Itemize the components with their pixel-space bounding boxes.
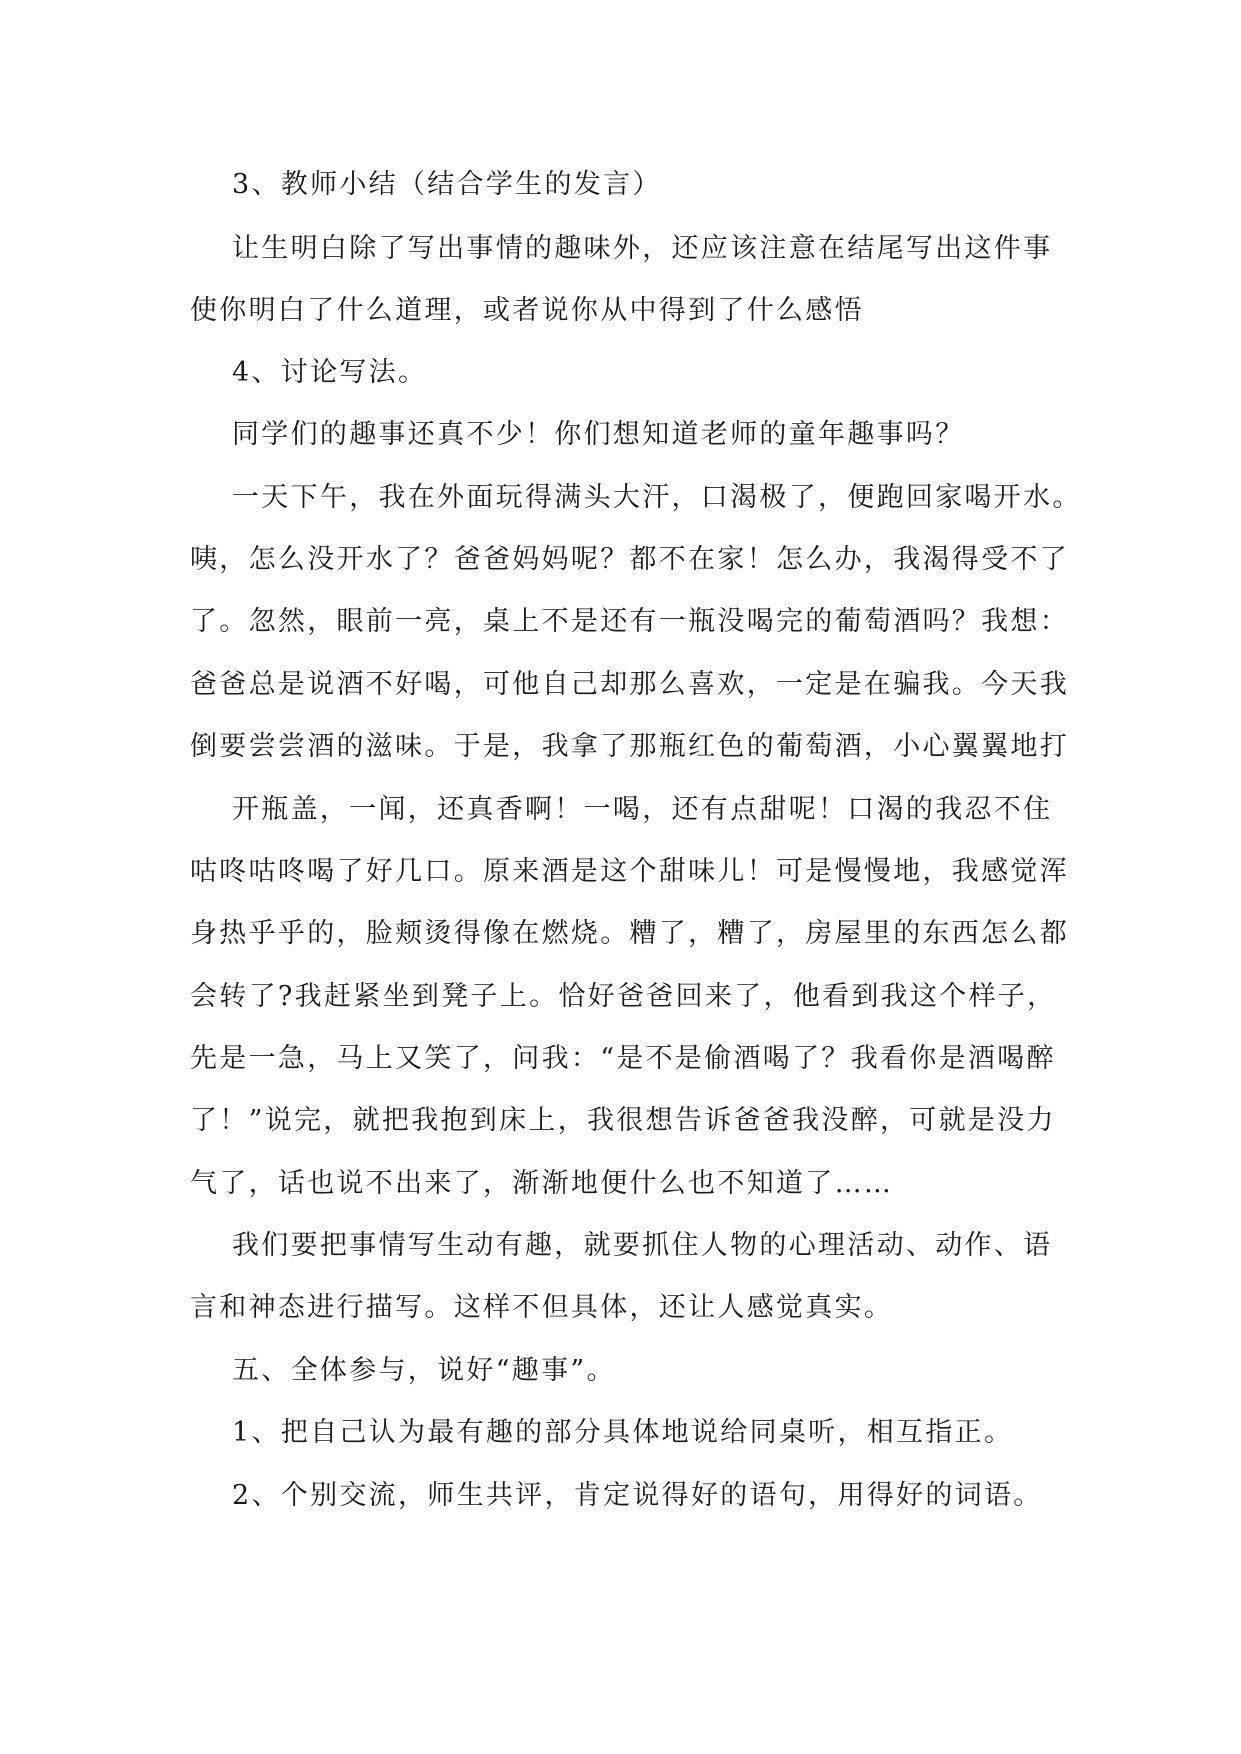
text-line: 爸爸总是说酒不好喝，可他自己却那么喜欢，一定是在骗我。今天我	[190, 669, 1069, 700]
text-line: 同学们的趣事还真不少！你们想知道老师的童年趣事吗？	[232, 419, 965, 450]
text-line: 咕咚咕咚喝了好几口。原来酒是这个甜味儿！可是慢慢地，我感觉浑	[190, 856, 1069, 887]
text-line: 开瓶盖，一闻，还真香啊！一喝，还有点甜呢！口渴的我忍不住	[232, 794, 1053, 825]
text-line: 气了，话也说不出来了，渐渐地便什么也不知道了……	[190, 1168, 894, 1199]
text-line: 言和神态进行描写。这样不但具体，还让人感觉真实。	[190, 1292, 894, 1323]
text-line: 会转了?我赶紧坐到凳子上。恰好爸爸回来了，他看到我这个样子，	[190, 981, 1057, 1012]
text-line: 4、讨论写法。	[232, 357, 428, 388]
text-line: 3、教师小结（结合学生的发言）	[232, 169, 662, 200]
text-line: 让生明白除了写出事情的趣味外，还应该注意在结尾写出这件事	[232, 233, 1053, 264]
text-line: 五、全体参与，说好“趣事”。	[232, 1355, 616, 1386]
text-line: 一天下午，我在外面玩得满头大汗，口渴极了，便跑回家喝开水。	[232, 482, 1082, 513]
text-line: 倒要尝尝酒的滋味。于是，我拿了那瓶红色的葡萄酒，小心翼翼地打	[190, 731, 1069, 762]
text-line: 身热乎乎的，脸颊烫得像在燃烧。糟了，糟了，房屋里的东西怎么都	[190, 918, 1069, 949]
text-line: 1、把自己认为最有趣的部分具体地说给同桌听，相互指正。	[232, 1417, 1014, 1448]
text-line: 咦，怎么没开水了？爸爸妈妈呢？都不在家！怎么办，我渴得受不了	[190, 544, 1069, 575]
text-line: 我们要把事情写生动有趣，就要抓住人物的心理活动、动作、语	[232, 1230, 1053, 1261]
text-line: 先是一急，马上又笑了，问我：“是不是偷酒喝了？我看你是酒喝醉	[190, 1043, 1056, 1074]
text-line: 2、个别交流，师生共评，肯定说得好的语句，用得好的词语。	[232, 1480, 1043, 1511]
text-line: 使你明白了什么道理，或者说你从中得到了什么感悟	[190, 295, 864, 326]
text-line: 了！”说完，就把我抱到床上，我很想告诉爸爸我没醉，可就是没力	[190, 1105, 1056, 1136]
text-line: 了。忽然，眼前一亮，桌上不是还有一瓶没喝完的葡萄酒吗？我想：	[190, 606, 1069, 637]
